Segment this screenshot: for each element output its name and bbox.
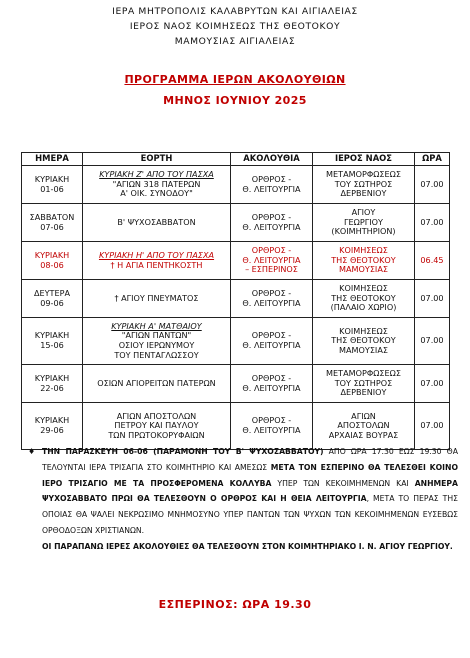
table-row xyxy=(22,280,450,318)
note-text-1: ΑΠΟ ΩΡΑ 17.30 ΕΩΣ 19.30 ΘΑ ΤΕΛΟΥΝΤΑΙ ΙΕΡΑ ΤΡΙΣΑΓΙΑ ΣΤΟ ΚΟΙΜΗΤΗΡΙΟ ΚΑΙ ΑΜΕΣΩΣ xyxy=(42,447,458,472)
day-date: 09-06 xyxy=(40,297,64,308)
cell-day xyxy=(22,166,83,204)
cell-day xyxy=(22,280,83,318)
table-row xyxy=(22,318,450,365)
header-line-3: ΜΑΜΟΥΣΙΑΣ ΑΙΓΙΑΛΕΙΑΣ xyxy=(174,36,296,47)
cell-feast xyxy=(83,318,231,365)
time-text: 07.00 xyxy=(420,216,444,227)
col-header-day: ΗΜΕΡΑ xyxy=(22,153,83,166)
table-row xyxy=(22,242,450,280)
day-name: ΚΥΡΙΑΚΗ xyxy=(34,249,70,260)
cell-service xyxy=(231,403,313,450)
time-text: 07.00 xyxy=(420,292,444,303)
day-date: 07-06 xyxy=(40,221,64,232)
header-line-1: ΙΕΡΑ ΜΗΤΡΟΠΟΛΙΣ ΚΑΛΑΒΡΥΤΩΝ ΚΑΙ ΑΙΓΙΑΛΕΙΑΣ xyxy=(112,6,358,17)
col-header-church: ΙΕΡΟΣ ΝΑΟΣ xyxy=(313,153,415,166)
time-text: 07.00 xyxy=(420,377,444,388)
table-row xyxy=(22,166,450,204)
day-date: 08-06 xyxy=(40,259,64,270)
cell-feast xyxy=(83,204,231,242)
day-date: 22-06 xyxy=(40,382,64,393)
cell-day xyxy=(22,365,83,403)
day-name: ΔΕΥΤΕΡΑ xyxy=(33,287,71,298)
cell-time xyxy=(415,403,450,450)
note-location-text: ΟΙ ΠΑΡΑΠΑΝΩ ΙΕΡΕΣ ΑΚΟΛΟΥΘΙΕΣ ΘΑ ΤΕΛΕΣΘΟΥΝ ΣΤΟΝ ΚΟΙΜΗΤΗΡΙΑΚΟ Ι. Ν. ΑΓΙΟΥ ΓΕΩΡΓΙΟΥ. xyxy=(42,541,453,551)
note-text-3: , ΜΕΤΑ ΤΟ ΠΕΡΑΣ ΤΗΣ ΟΠΟΙΑΣ ΘΑ ΨΑΛΕΙ ΝΕΚΡΩΣΙΜΟ ΜΝΗΜΟΣΥΝΟ ΥΠΕΡ ΠΑΝΤΩΝ ΤΩΝ ΨΥΧΩΝ ΤΩΝ ΚΕΚΟΙΜΗΜΕΝΩΝ ΕΥΣΕΒΩΣ ΟΡΘΟΔΟΞΩΝ ΧΡΙΣΤΙΑΝΩΝ. xyxy=(42,494,458,535)
col-header-service: ΑΚΟΛΟΥΘΙΑ xyxy=(231,153,313,166)
service-text: ΟΡΘΡΟΣ - Θ. ΛΕΙΤΟΥΡΓΙΑ xyxy=(242,287,301,308)
cell-day xyxy=(22,403,83,450)
page-subtitle: ΜΗΝΟΣ ΙΟΥΝΙΟΥ 2025 xyxy=(163,94,307,107)
church-text: ΚΟΙΜΗΣΕΩΣ ΤΗΣ ΘΕΟΤΟΚΟΥ ΜΑΜΟΥΣΙΑΣ xyxy=(331,245,396,275)
cell-feast xyxy=(83,166,231,204)
church-text: ΑΓΙΟΥ ΓΕΩΡΓΙΟΥ (ΚΟΙΜΗΤΗΡΙΟΝ) xyxy=(331,207,396,237)
cell-time xyxy=(415,365,450,403)
cell-time xyxy=(415,242,450,280)
cell-service xyxy=(231,318,313,365)
feast-title: ΚΥΡΙΑΚΗ Η' ΑΠΟ ΤΟΥ ΠΑΣΧΑ xyxy=(98,249,215,260)
time-text: 07.00 xyxy=(420,335,444,346)
cell-day xyxy=(22,242,83,280)
feast-title: ΚΥΡΙΑΚΗ Α' ΜΑΤΘΑΙΟΥ xyxy=(111,320,202,331)
day-date: 15-06 xyxy=(40,340,64,350)
church-text: ΚΟΙΜΗΣΕΩΣ ΤΗΣ ΘΕΟΤΟΚΟΥ (ΠΑΛΑΙΟ ΧΩΡΙΟ) xyxy=(330,283,397,313)
cell-church xyxy=(313,166,415,204)
time-text: 07.00 xyxy=(420,178,444,189)
cell-service xyxy=(231,166,313,204)
day-name: ΣΑΒΒΑΤΟΝ xyxy=(29,211,75,222)
note-paragraph xyxy=(42,444,458,539)
day-name: ΚΥΡΙΑΚΗ xyxy=(34,330,70,341)
cell-church xyxy=(313,365,415,403)
note-location xyxy=(42,539,458,555)
cell-time xyxy=(415,280,450,318)
cell-church xyxy=(313,280,415,318)
service-text: ΟΡΘΡΟΣ - Θ. ΛΕΙΤΟΥΡΓΙΑ xyxy=(242,211,301,232)
day-name: ΚΥΡΙΑΚΗ xyxy=(34,415,70,426)
cell-feast xyxy=(83,242,231,280)
feast-name: † Η ΑΓΙΑ ΠΕΝΤΗΚΟΣΤΗ xyxy=(110,259,203,270)
feast-title: ΚΥΡΙΑΚΗ Ζ' ΑΠΟ ΤΟΥ ΠΑΣΧΑ xyxy=(99,169,214,180)
table-row xyxy=(22,403,450,450)
cell-feast xyxy=(83,280,231,318)
service-text: ΟΡΘΡΟΣ - Θ. ΛΕΙΤΟΥΡΓΙΑ xyxy=(242,330,301,350)
cell-time xyxy=(415,166,450,204)
day-date: 01-06 xyxy=(40,183,64,194)
day-name: ΚΥΡΙΑΚΗ xyxy=(34,173,70,184)
feast-name: ΟΣΙΩΝ ΑΓΙΟΡΕΙΤΩΝ ΠΑΤΕΡΩΝ xyxy=(97,377,216,388)
service-text: ΟΡΘΡΟΣ - Θ. ΛΕΙΤΟΥΡΓΙΑ xyxy=(242,372,301,393)
cell-church xyxy=(313,318,415,365)
feast-name: † ΑΓΙΟΥ ΠΝΕΥΜΑΤΟΣ xyxy=(114,292,199,303)
note-bold-3: ΑΝΗΜΕΡΑ ΨΥΧΟΣΑΒΒΑΤΟ ΠΡΩΙ ΘΑ ΤΕΛΕΣΘΟΥΝ Ο ΟΡΘΡΟΣ ΚΑΙ Η ΘΕΙΑ ΛΕΙΤΟΥΡΓΙΑ xyxy=(42,478,458,504)
col-header-feast: ΕΟΡΤΗ xyxy=(83,153,231,166)
feast-name: "ΑΓΙΩΝ 318 ΠΑΤΕΡΩΝ Α' ΟΙΚ. ΣΥΝΟΔΟΥ" xyxy=(112,178,201,199)
feast-name: "ΑΓΙΩΝ ΠΑΝΤΩΝ" ΟΣΙΟΥ ΙΕΡΩΝΥΜΟΥ ΤΟΥ ΠΕΝΤΑΓΛΩΣΣΟΥ xyxy=(114,330,199,360)
service-text: ΟΡΘΡΟΣ - Θ. ΛΕΙΤΟΥΡΓΙΑ xyxy=(242,415,301,435)
cell-day xyxy=(22,318,83,365)
time-text: 06.45 xyxy=(420,254,444,265)
diamond-bullet-icon: ♦ xyxy=(28,447,36,456)
schedule-table xyxy=(21,152,450,450)
note-text-2: ΥΠΕΡ ΤΩΝ ΚΕΚΟΙΜΗΜΕΝΩΝ ΚΑΙ xyxy=(271,478,415,488)
cell-day xyxy=(22,204,83,242)
feast-name: ΑΓΙΩΝ ΑΠΟΣΤΟΛΩΝ ΠΕΤΡΟΥ ΚΑΙ ΠΑΥΛΟΥ ΤΩΝ ΠΡΩΤΟΚΟΡΥΦΑΙΩΝ xyxy=(108,410,205,440)
header-line-2: ΙΕΡΟΣ ΝΑΟΣ ΚΟΙΜΗΣΕΩΣ ΤΗΣ ΘΕΟΤΟΚΟΥ xyxy=(129,21,341,32)
feast-name: Β' ΨΥΧΟΣΑΒΒΑΤΟΝ xyxy=(117,216,196,227)
table-row xyxy=(22,365,450,403)
church-text: ΜΕΤΑΜΟΡΦΩΣΕΩΣ ΤΟΥ ΣΩΤΗΡΟΣ ΔΕΡΒΕΝΙΟΥ xyxy=(326,368,401,398)
cell-service xyxy=(231,242,313,280)
service-text: ΟΡΘΡΟΣ - Θ. ΛΕΙΤΟΥΡΓΙΑ – ΕΣΠΕΡΙΝΟΣ xyxy=(242,245,301,275)
cell-feast xyxy=(83,365,231,403)
notes-section xyxy=(30,444,458,555)
vespers-time: ΕΣΠΕΡΙΝΟΣ: ΩΡΑ 19.30 xyxy=(158,598,312,611)
cell-church xyxy=(313,242,415,280)
church-text: ΚΟΙΜΗΣΕΩΣ ΤΗΣ ΘΕΟΤΟΚΟΥ ΜΑΜΟΥΣΙΑΣ xyxy=(331,325,396,355)
cell-service xyxy=(231,365,313,403)
table-header-row xyxy=(22,153,450,166)
cell-service xyxy=(231,204,313,242)
col-header-time: ΩΡΑ xyxy=(415,153,450,166)
cell-time xyxy=(415,204,450,242)
cell-church xyxy=(313,204,415,242)
day-date: 29-06 xyxy=(40,425,64,435)
page-title: ΠΡΟΓΡΑΜΜΑ ΙΕΡΩΝ ΑΚΟΛΟΥΘΙΩΝ xyxy=(124,73,346,86)
cell-service xyxy=(231,280,313,318)
church-text: ΑΓΙΩΝ ΑΠΟΣΤΟΛΩΝ ΑΡΧΑΙΑΣ ΒΟΥΡΑΣ xyxy=(328,410,399,440)
table-row xyxy=(22,204,450,242)
service-text: ΟΡΘΡΟΣ - Θ. ΛΕΙΤΟΥΡΓΙΑ xyxy=(242,173,301,194)
church-text: ΜΕΤΑΜΟΡΦΩΣΕΩΣ ΤΟΥ ΣΩΤΗΡΟΣ ΔΕΡΒΕΝΙΟΥ xyxy=(326,169,401,199)
note-bold-2: ΜΕΤΑ ΤΟΝ ΕΣΠΕΡΙΝΟ ΘΑ ΤΕΛΕΣΘΕΙ ΚΟΙΝΟ ΙΕΡΟ ΤΡΙΣΑΓΙΟ ΜΕ ΤΑ ΠΡΟΣΦΕΡΟΜΕΝΑ ΚΟΛΛΥΒΑ xyxy=(42,462,458,488)
cell-church xyxy=(313,403,415,450)
cell-time xyxy=(415,318,450,365)
note-bold-1: ΤΗΝ ΠΑΡΑΣΚΕΥΗ 06-06 (ΠΑΡΑΜΟΝΗ ΤΟΥ Β' ΨΥΧΟΣΑΒΒΑΤΟΥ) xyxy=(42,447,324,456)
cell-feast xyxy=(83,403,231,450)
day-name: ΚΥΡΙΑΚΗ xyxy=(34,372,70,383)
time-text: 07.00 xyxy=(420,420,444,431)
